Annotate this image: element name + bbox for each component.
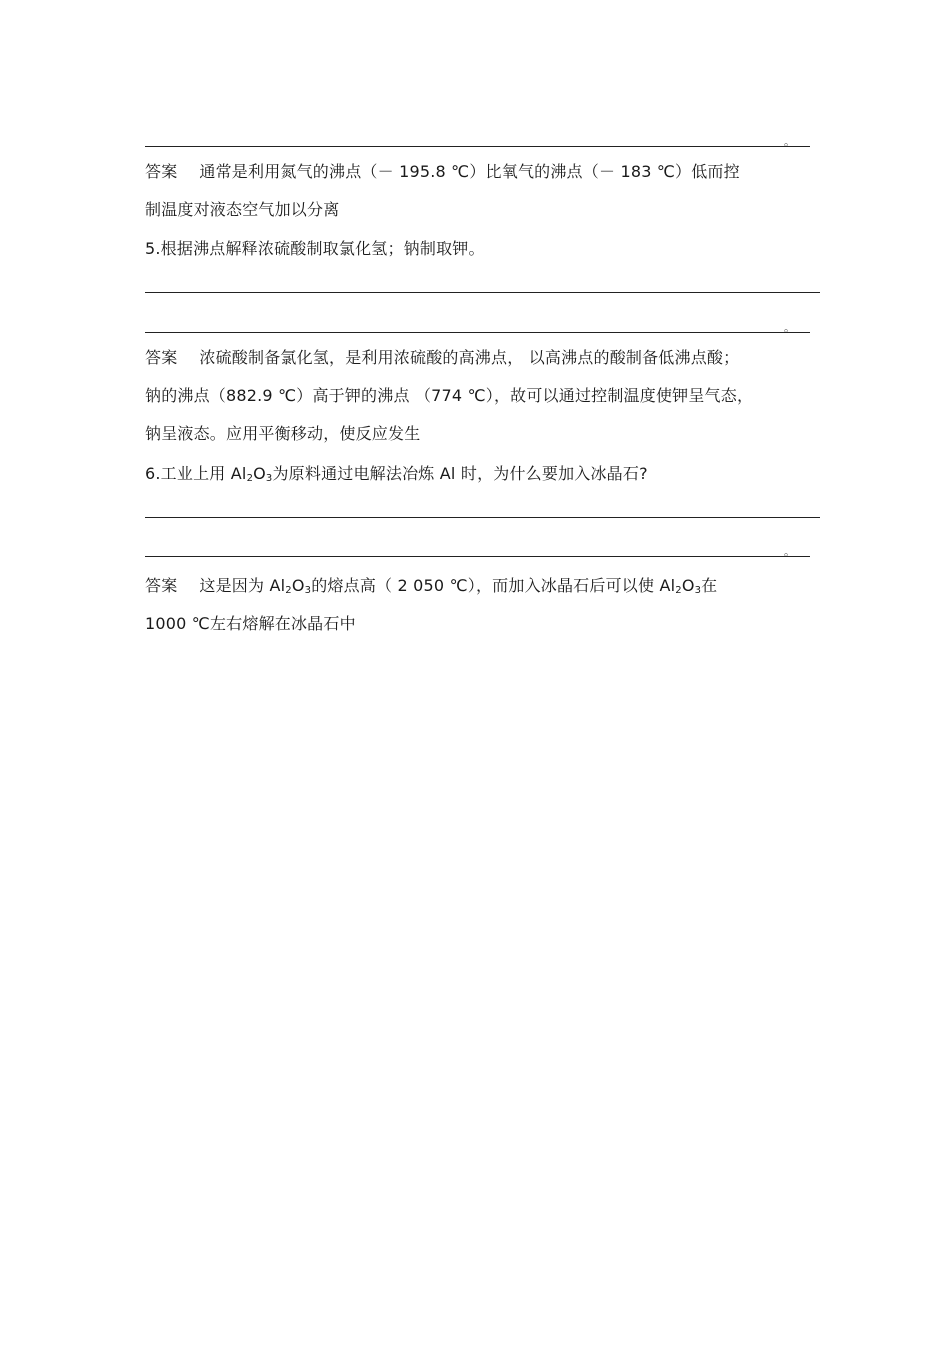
q4-answer-line-1: [145, 161, 740, 183]
formula-al2o3: $Al_2O_3$: [230, 464, 273, 484]
answer-blank-line: [145, 517, 820, 518]
q5-answer-line-1: [145, 347, 739, 369]
q6-answer-line-2: 1000 ℃左右熔解在冰晶石中: [145, 614, 356, 633]
answer-label: 答案: [145, 576, 178, 595]
formula-al2o3: $Al_2O_3$: [659, 576, 702, 596]
answer-blank-line: [145, 146, 810, 147]
q5-answer-line-3: 钠呈液态。应用平衡移动，使反应发生: [145, 424, 421, 443]
formula-al: Al: [439, 464, 456, 483]
answer-blank-line: [145, 332, 810, 333]
question-6: 6.工业上用 $Al_2O_3$为原料通过电解法冶炼 Al 时，为什么要加入冰晶石?: [145, 464, 648, 484]
answer-label: 答案: [145, 162, 178, 181]
q6-answer-line-1: 答案 这是因为 $Al_2O_3$的熔点高（ 2 050 ℃），而加入冰晶石后可以使 $Al_2O_3$在: [145, 576, 718, 596]
answer-label: 答案: [145, 348, 178, 367]
blank-end-marker: 。: [784, 321, 795, 334]
q5-answer-line-2: 钠的沸点（882.9 ℃）高于钾的沸点 （774 ℃），故可以通过控制温度使钾呈气态，: [145, 386, 754, 405]
blank-end-marker: 。: [784, 545, 795, 558]
answer-blank-line: [145, 292, 820, 293]
blank-end-marker: 。: [784, 135, 795, 148]
answer-blank-line: [145, 556, 810, 557]
answer-text: 通常是利用氮气的沸点（－ 195.8 ℃）比氧气的沸点（－ 183 ℃）低而控: [199, 162, 740, 181]
formula-al2o3: $Al_2O_3$: [269, 576, 312, 596]
answer-text: 浓硫酸制备氯化氢，是利用浓硫酸的高沸点， 以高沸点的酸制备低沸点酸；: [199, 348, 740, 367]
question-5: 5.根据沸点解释浓硫酸制取氯化氢；钠制取钾。: [145, 239, 485, 258]
q4-answer-line-2: 制温度对液态空气加以分离: [145, 200, 340, 219]
